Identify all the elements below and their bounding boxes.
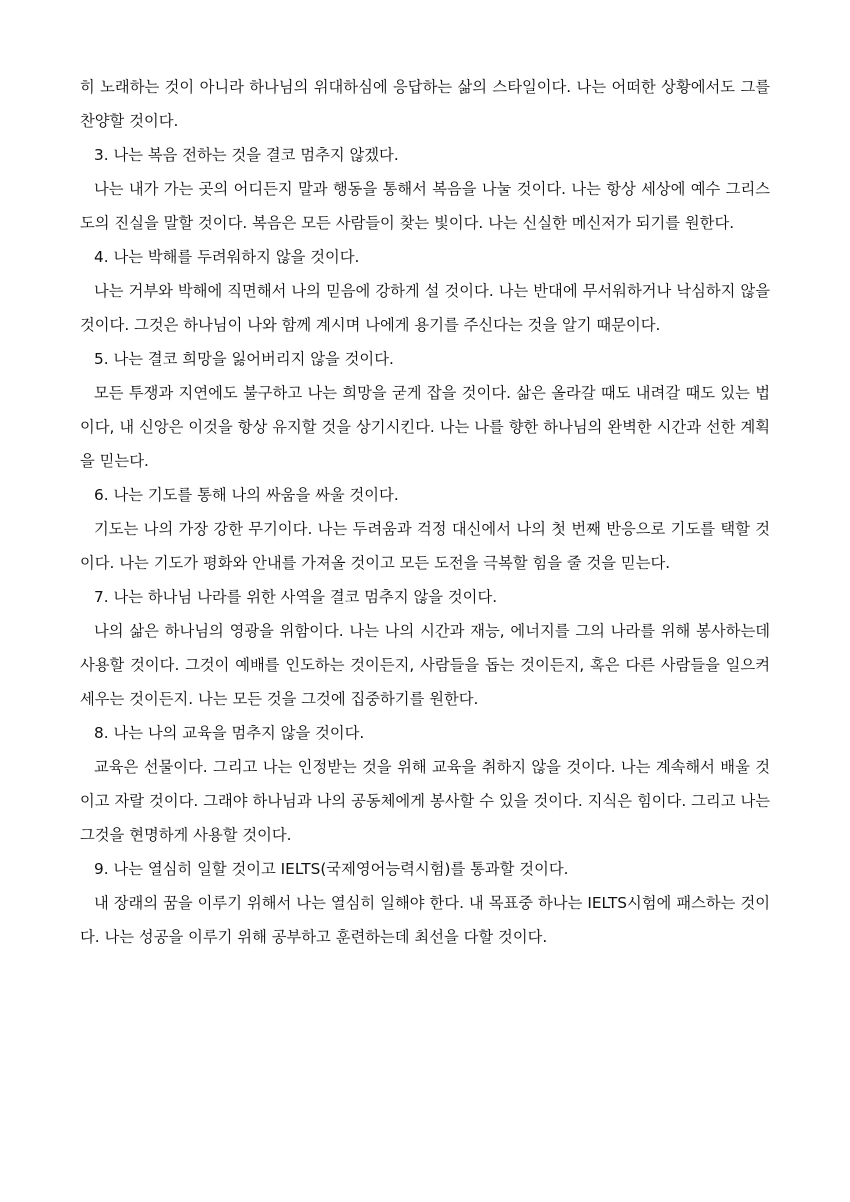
heading-5-hope: 5. 나는 결코 희망을 잃어버리지 않을 것이다. (94, 350, 394, 368)
heading-4-persecution: 4. 나는 박해를 두려워하지 않을 것이다. (94, 248, 360, 266)
heading-6-prayer: 6. 나는 기도를 통해 나의 싸움을 싸울 것이다. (94, 486, 399, 504)
paragraph-prayer: 기도는 나의 가장 강한 무기이다. 나는 두려움과 걱정 대신에서 나의 첫 번째 반응으로 기도를 택할 것이다. 나는 기도가 평화와 안내를 가져올 것이고 모든 도전을 극복할 힘을 줄 것을 믿는다. (80, 520, 770, 572)
paragraph-persecution: 나는 거부와 박해에 직면해서 나의 믿음에 강하게 설 것이다. 나는 반대에 무서워하거나 낙심하지 않을 것이다. 그것은 하나님이 나와 함께 계시며 나에게 용기를 주신다는 것을 알기 때문이다. (80, 282, 770, 334)
paragraph-education: 교육은 선물이다. 그리고 나는 인정받는 것을 위해 교육을 취하지 않을 것이다. 나는 계속해서 배울 것이고 자랄 것이다. 그래야 하나님과 나의 공동체에게 봉사할 수 있을 것이다. 지식은 힘이다. 그리고 나는 그것을 현명하게 사용할 것이다. (80, 758, 770, 844)
heading-7-ministry: 7. 나는 하나님 나라를 위한 사역을 결코 멈추지 않을 것이다. (94, 588, 498, 606)
paragraph-hope: 모든 투쟁과 지연에도 불구하고 나는 희망을 굳게 잡을 것이다. 삶은 올라갈 때도 내려갈 때도 있는 법이다, 내 신앙은 이것을 항상 유지할 것을 상기시킨다. 나는 나를 향한 하나님의 완벽한 시간과 선한 계획을 믿는다. (80, 384, 770, 470)
document-page (80, 70, 770, 954)
paragraph-gospel: 나는 내가 가는 곳의 어디든지 말과 행동을 통해서 복음을 나눌 것이다. 나는 항상 세상에 예수 그리스도의 진실을 말할 것이다. 복음은 모든 사람들이 찾는 빛이다. 나는 신실한 메신저가 되기를 원한다. (80, 180, 770, 232)
paragraph-ielts: 내 장래의 꿈을 이루기 위해서 나는 열심히 일해야 한다. 내 목표중 하나는 IELTS시험에 패스하는 것이다. 나는 성공을 이루기 위해 공부하고 훈련하는데 최선을 다할 것이다. (80, 894, 770, 946)
heading-9-ielts: 9. 나는 열심히 일할 것이고 IELTS(국제영어능력시험)를 통과할 것이다. (94, 860, 569, 878)
heading-3-gospel: 3. 나는 복음 전하는 것을 결코 멈추지 않겠다. (94, 146, 399, 164)
heading-8-education: 8. 나는 나의 교육을 멈추지 않을 것이다. (94, 724, 365, 742)
paragraph-praise-continued: 히 노래하는 것이 아니라 하나님의 위대하심에 응답하는 삶의 스타일이다. 나는 어떠한 상황에서도 그를 찬양할 것이다. (80, 78, 770, 130)
paragraph-ministry: 나의 삶은 하나님의 영광을 위함이다. 나는 나의 시간과 재능, 에너지를 그의 나라를 위해 봉사하는데 사용할 것이다. 그것이 예배를 인도하는 것이든지, 사람들을 돕는 것이든지, 혹은 다른 사람들을 일으켜 세우는 것이든지. 나는 모든 것을 그것에 집중하기를 원한다. (80, 622, 770, 708)
